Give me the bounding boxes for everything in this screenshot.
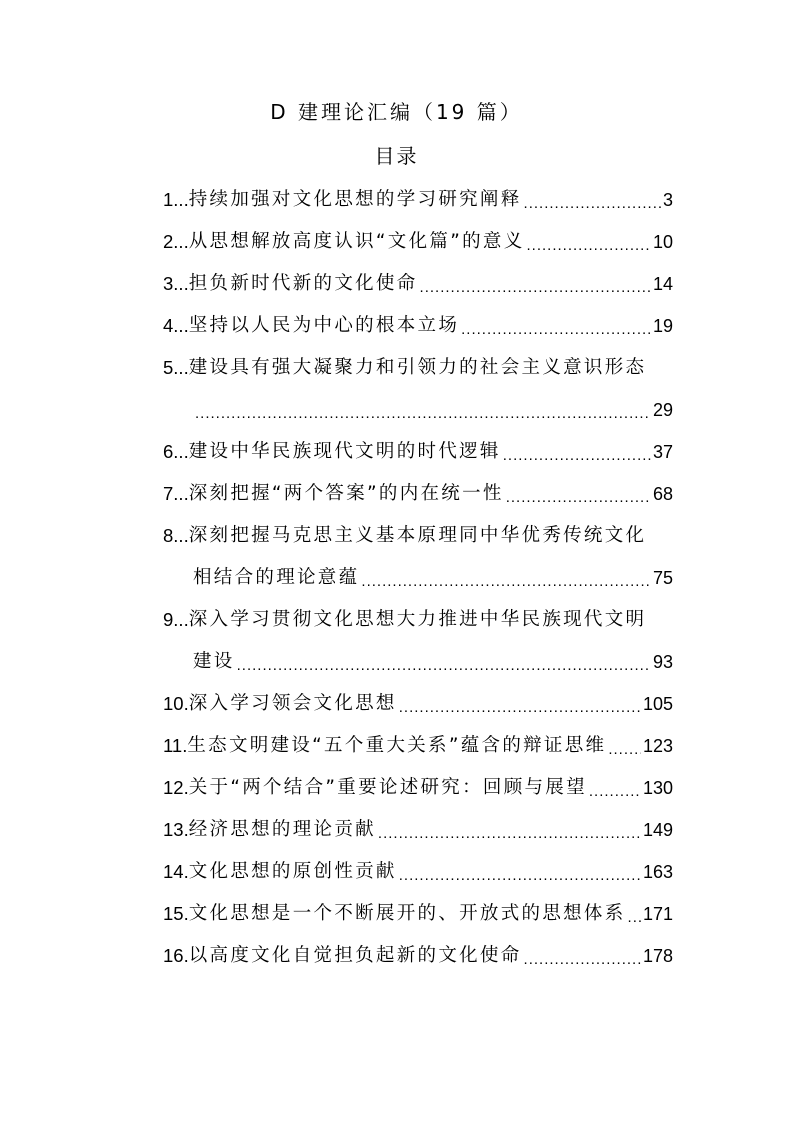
toc-entry-line <box>163 514 673 556</box>
toc-entry-title: 持续加强对文化思想的学习研究阐释 <box>188 189 522 210</box>
toc-entry-page-number: 105 <box>642 694 673 714</box>
dot-leader <box>524 194 661 214</box>
toc-entry[interactable] <box>163 220 673 262</box>
toc-entry-page-number: 171 <box>642 904 673 924</box>
dot-leader <box>524 950 641 970</box>
toc-entry-line <box>163 472 673 514</box>
table-of-contents <box>163 178 673 976</box>
dot-leader <box>527 236 651 256</box>
toc-entry[interactable] <box>163 892 673 934</box>
toc-entry-line <box>163 934 673 976</box>
toc-entry-line <box>163 556 673 598</box>
dot-leader <box>399 866 641 886</box>
dot-leader <box>195 404 651 424</box>
toc-entry-page-number: 29 <box>652 400 673 420</box>
toc-entry[interactable] <box>163 346 673 430</box>
toc-entry-title: 深入学习领会文化思想 <box>188 693 397 714</box>
dot-leader <box>361 572 651 592</box>
toc-entry[interactable] <box>163 514 673 598</box>
toc-entry-line <box>163 850 673 892</box>
toc-entry-page-number: 19 <box>652 316 673 336</box>
toc-entry[interactable] <box>163 472 673 514</box>
toc-entry-title: 经济思想的理论贡献 <box>188 819 376 840</box>
toc-entry-line <box>163 430 673 472</box>
dot-leader <box>589 782 641 802</box>
toc-entry-number: 11. <box>163 735 188 756</box>
toc-entry-page-number: 14 <box>652 274 673 294</box>
dot-leader <box>461 320 651 340</box>
toc-entry-number: 7... <box>163 483 189 504</box>
toc-entry-number: 3... <box>163 273 189 294</box>
toc-entry-line <box>163 262 673 304</box>
toc-entry-title: 建设中华民族现代文明的时代逻辑 <box>188 441 501 462</box>
dot-leader <box>420 278 651 298</box>
toc-entry-number: 15. <box>163 903 189 924</box>
toc-entry-title: 建设具有强大凝聚力和引领力的社会主义意识形态 <box>188 357 647 378</box>
toc-entry-title: 从思想解放高度认识“文化篇”的意义 <box>188 231 525 252</box>
dot-leader <box>378 824 641 844</box>
document-title: D 建理论汇编（19 篇） <box>270 100 523 124</box>
toc-entry-page-number: 123 <box>642 736 673 756</box>
toc-entry[interactable] <box>163 178 673 220</box>
toc-entry-number: 2... <box>163 231 189 252</box>
dot-leader <box>608 740 641 760</box>
dot-leader <box>237 656 651 676</box>
toc-entry-page-number: 75 <box>652 568 673 588</box>
toc-entry-title: 以高度文化自觉担负起新的文化使命 <box>188 945 522 966</box>
toc-entry-number: 8... <box>163 525 189 546</box>
toc-entry-line <box>163 724 673 766</box>
toc-entry-page-number: 68 <box>652 484 673 504</box>
toc-entry-number: 5... <box>163 357 189 378</box>
toc-entry[interactable] <box>163 262 673 304</box>
toc-entry-number: 12. <box>163 777 189 798</box>
toc-entry-title: 相结合的理论意蕴 <box>193 567 360 588</box>
toc-entry-number: 14. <box>163 861 189 882</box>
toc-entry-page-number: 10 <box>652 232 673 252</box>
toc-entry[interactable] <box>163 724 673 766</box>
toc-entry-line <box>163 598 673 640</box>
toc-entry[interactable] <box>163 304 673 346</box>
toc-entry-line <box>163 808 673 850</box>
toc-entry-line <box>163 892 673 934</box>
toc-entry[interactable] <box>163 598 673 682</box>
toc-entry[interactable] <box>163 430 673 472</box>
toc-heading: 目录 <box>374 144 419 168</box>
toc-entry-title: 文化思想的原创性贡献 <box>188 861 397 882</box>
toc-entry-line <box>163 220 673 262</box>
toc-entry-title: 关于“两个结合”重要论述研究：回顾与展望 <box>188 777 587 798</box>
dot-leader <box>506 488 651 508</box>
toc-entry-title: 深入学习贯彻文化思想大力推进中华民族现代文明 <box>188 609 647 630</box>
toc-entry-number: 10. <box>163 693 189 714</box>
toc-entry-title: 深刻把握“两个答案”的内在统一性 <box>188 483 504 504</box>
toc-entry-line <box>163 766 673 808</box>
toc-entry-title: 担负新时代新的文化使命 <box>188 273 418 294</box>
toc-entry-line <box>163 346 673 388</box>
toc-entry-page-number: 93 <box>652 652 673 672</box>
toc-entry-page-number: 130 <box>642 778 673 798</box>
toc-entry-number: 1... <box>163 189 189 210</box>
toc-entry[interactable] <box>163 682 673 724</box>
dot-leader <box>399 698 641 718</box>
toc-entry-line <box>163 304 673 346</box>
toc-entry-line <box>163 388 673 430</box>
toc-entry-line <box>163 178 673 220</box>
toc-entry-page-number: 163 <box>642 862 673 882</box>
toc-entry-number: 13. <box>163 819 189 840</box>
toc-entry-title: 生态文明建设“五个重大关系”蕴含的辩证思维 <box>187 735 607 756</box>
toc-entry-number: 6... <box>163 441 189 462</box>
toc-entry-page-number: 37 <box>652 442 673 462</box>
toc-entry-page-number: 149 <box>642 820 673 840</box>
toc-entry-number: 9... <box>163 609 189 630</box>
toc-entry-title: 深刻把握马克思主义基本原理同中华优秀传统文化 <box>188 525 647 546</box>
toc-entry-title: 建设 <box>193 651 235 672</box>
toc-entry-number: 4... <box>163 315 189 336</box>
toc-entry-line <box>163 682 673 724</box>
toc-entry[interactable] <box>163 850 673 892</box>
toc-entry-title: 文化思想是一个不断展开的、开放式的思想体系 <box>188 903 626 924</box>
toc-entry-number: 16. <box>163 945 189 966</box>
toc-entry-title: 坚持以人民为中心的根本立场 <box>188 315 460 336</box>
dot-leader <box>628 908 641 928</box>
toc-entry-page-number: 178 <box>642 946 673 966</box>
toc-entry-line <box>163 640 673 682</box>
toc-entry[interactable] <box>163 766 673 808</box>
dot-leader <box>503 446 651 466</box>
toc-entry[interactable] <box>163 934 673 976</box>
toc-entry[interactable] <box>163 808 673 850</box>
toc-entry-page-number: 3 <box>662 190 673 210</box>
